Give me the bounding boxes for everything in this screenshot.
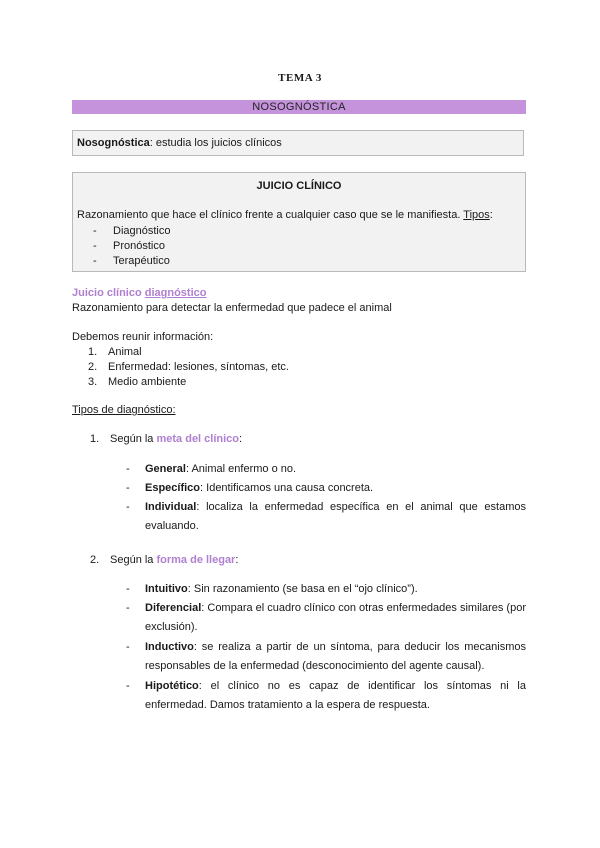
bullet-dash: -	[126, 680, 130, 692]
group-number: 1.	[90, 433, 100, 445]
group-number: 2.	[90, 554, 100, 566]
bullet-dash: -	[126, 583, 130, 595]
juicio-clinico-box	[72, 172, 526, 272]
intro-colon: :	[489, 209, 493, 221]
section-title-a: Juicio clínico	[72, 287, 145, 299]
list-item	[93, 239, 170, 254]
definition-text: : estudia los juicios clínicos	[149, 137, 282, 149]
item-text: : Identificamos una causa concreta.	[200, 482, 374, 494]
section-title	[72, 287, 206, 299]
group1-heading	[90, 433, 242, 445]
list-item	[126, 638, 526, 676]
gather-label: Debemos reunir información:	[72, 331, 214, 343]
item-text: : Animal enfermo o no.	[185, 463, 297, 475]
page-heading: TEMA 3	[278, 72, 322, 84]
item-term: General	[145, 463, 186, 475]
list-item	[126, 498, 526, 536]
group-highlight: forma de llegar	[156, 554, 236, 566]
list-item	[88, 375, 289, 390]
item-text: : el clínico no es capaz de identificar los síntomas ni la enfermedad. Damos tratamiento a la espera de respuesta.	[145, 680, 526, 711]
group-prefix: Según la	[110, 554, 157, 566]
item-term: Inductivo	[145, 641, 194, 653]
item-term: Intuitivo	[145, 583, 188, 595]
item-text: : se realiza a partir de un síntoma, para deducir los mecanismos responsables de la enfermedad (desconocimiento del agente causal).	[145, 641, 526, 672]
bullet-dash: -	[93, 255, 97, 267]
bullet-dash: -	[126, 501, 130, 513]
list-item	[88, 345, 289, 360]
section-banner: NOSOGNÓSTICA	[72, 100, 526, 114]
bullet-dash: -	[93, 225, 97, 237]
group-suffix: :	[239, 433, 243, 445]
list-item	[126, 460, 526, 479]
list-item	[126, 677, 526, 715]
bullet-dash: -	[93, 240, 97, 252]
item-term: Específico	[145, 482, 201, 494]
group2-heading	[90, 554, 238, 566]
list-item	[126, 479, 526, 498]
bullet-dash: -	[126, 641, 130, 653]
juicio-clinico-intro	[77, 209, 493, 221]
item-term: Diferencial	[145, 602, 202, 614]
section-subtitle: Razonamiento para detectar la enfermedad que padece el animal	[72, 302, 392, 314]
list-item	[88, 360, 289, 375]
list-item-text: Terapéutico	[113, 255, 170, 267]
group-highlight: meta del clínico	[156, 433, 240, 445]
list-item	[93, 224, 170, 239]
list-item-text: Enfermedad: lesiones, síntomas, etc.	[108, 361, 289, 373]
bullet-dash: -	[126, 482, 130, 494]
item-term: Individual	[145, 501, 197, 513]
list-item	[93, 254, 170, 269]
list-item-text: Diagnóstico	[113, 225, 171, 237]
list-item-text: Pronóstico	[113, 240, 165, 252]
item-text: : Compara el cuadro clínico con otras enfermedades similares (por exclusión).	[145, 602, 526, 633]
intro-text: Razonamiento que hace el clínico frente a cualquier caso que se le manifiesta.	[77, 209, 464, 221]
list-number: 2.	[88, 361, 98, 373]
definition-term: Nosognóstica	[77, 137, 150, 149]
item-term: Hipotético	[145, 680, 199, 692]
types-label: Tipos de diagnóstico:	[72, 404, 176, 416]
juicio-clinico-title: JUICIO CLÍNICO	[256, 180, 342, 192]
item-text: : localiza la enfermedad específica en el animal que estamos evaluando.	[145, 501, 526, 532]
list-number: 3.	[88, 376, 98, 388]
definition-box	[72, 130, 524, 156]
group-prefix: Según la	[110, 433, 157, 445]
item-text: : Sin razonamiento (se basa en el “ojo clínico”).	[187, 583, 418, 595]
list-item-text: Animal	[108, 346, 142, 358]
juicio-types-list	[93, 224, 170, 269]
list-item	[126, 580, 526, 599]
bullet-dash: -	[126, 602, 130, 614]
bullet-dash: -	[126, 463, 130, 475]
list-item-text: Medio ambiente	[108, 376, 187, 388]
gather-list	[88, 345, 289, 390]
intro-tipos: Tipos	[463, 209, 490, 221]
group-suffix: :	[235, 554, 239, 566]
list-item	[126, 599, 526, 637]
list-number: 1.	[88, 346, 98, 358]
section-title-b: diagnóstico	[144, 287, 207, 299]
